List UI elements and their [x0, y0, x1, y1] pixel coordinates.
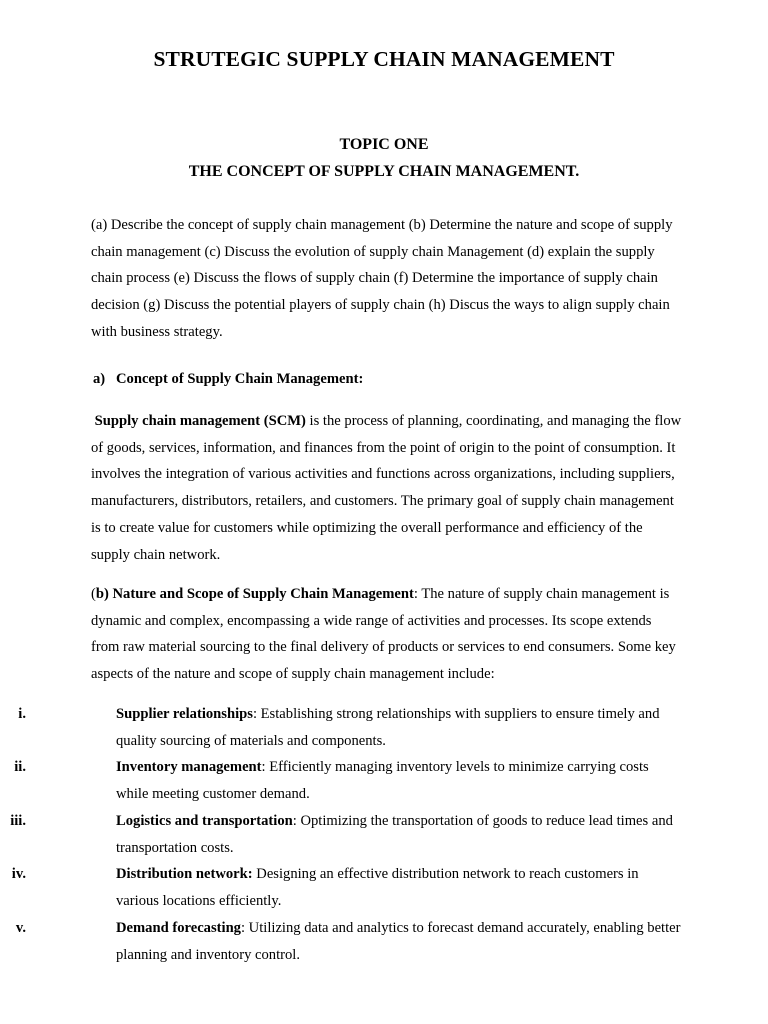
list-numeral: ii. [14, 759, 26, 775]
list-numeral: v. [15, 920, 26, 936]
list-text: : Optimizing the transportation of goods to reduce lead times and transportation costs. [116, 813, 673, 856]
scm-term: Supply chain management (SCM) [94, 413, 306, 429]
section-a-heading-text: Concept of Supply Chain Management: [116, 371, 364, 387]
section-a-heading [93, 371, 363, 388]
list-numeral: i. [18, 706, 26, 722]
section-b-text: : The nature of supply chain management is dynamic and complex, encompassing a wide range of activities and processes. Its scope extends from raw material sourcing to the final delivery of products or services to end consumers. Some key aspects of the nature and scope of supply chain management include: [91, 586, 676, 683]
list-term: Logistics and transportation [116, 813, 293, 829]
section-a-number: a) [93, 371, 106, 387]
document-title: STRUTEGIC SUPPLY CHAIN MANAGEMENT [153, 47, 615, 71]
list-term: Demand forecasting [116, 920, 241, 936]
topic-title: THE CONCEPT OF SUPPLY CHAIN MANAGEMENT. [188, 163, 580, 180]
list-numeral: iii. [10, 813, 26, 829]
list-term: Supplier relationships [116, 706, 253, 722]
list-text: : Efficiently managing inventory levels to minimize carrying costs while meeting customer demand. [116, 759, 649, 802]
list-text: : Establishing strong relationships with suppliers to ensure timely and quality sourcing of materials and components. [116, 706, 660, 749]
section-a-paragraph [91, 408, 683, 568]
list-text: : Utilizing data and analytics to forecast demand accurately, enabling better planning and inventory control. [116, 920, 681, 963]
section-b-heading: b) Nature and Scope of Supply Chain Management [95, 586, 414, 602]
objectives-paragraph: (a) Describe the concept of supply chain management (b) Determine the nature and scope of supply chain management (c) Discuss the evolution of supply chain Management (d) explain the supply chain process (e) Discuss the flows of supply chain (f) Determine the importance of supply chain decision (g) Discuss the potential players of supply chain (h) Discus the ways to align supply chain with business strategy. [91, 217, 673, 340]
section-a-text: is the process of planning, coordinating, and managing the flow of goods, services, information, and finances from the point of origin to the point of consumption. It involves the integration of various activities and functions across organizations, including suppliers, manufacturers, distributors, retailers, and customers. The primary goal of supply chain management is to create value for customers while optimizing the overall performance and efficiency of the supply chain network. [91, 413, 682, 563]
section-b-paragraph [91, 581, 683, 688]
list-term: Inventory management [116, 759, 262, 775]
section-b-paren: ( [91, 586, 96, 602]
list-term: Distribution network: [116, 866, 253, 882]
topic-label: TOPIC ONE [339, 136, 429, 153]
list-text: Designing an effective distribution network to reach customers in various locations efficiently. [116, 866, 639, 909]
list-numeral: iv. [11, 866, 26, 882]
